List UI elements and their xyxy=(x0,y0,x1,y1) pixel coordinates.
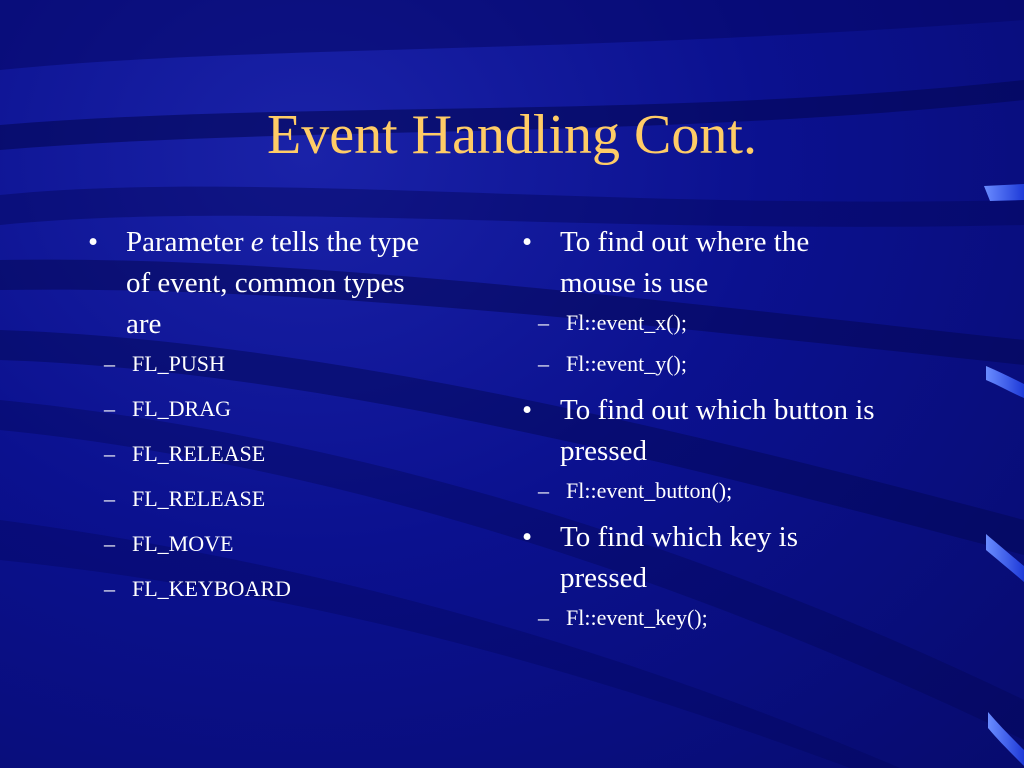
sub-item-text: Fl::event_y(); xyxy=(566,351,687,376)
sub-item-text: FL_KEYBOARD xyxy=(132,576,291,601)
sub-item xyxy=(88,529,428,559)
bullet-glyph: • xyxy=(88,226,99,258)
sub-item-text: Fl::event_x(); xyxy=(566,310,687,335)
sub-item-text: FL_PUSH xyxy=(132,351,225,376)
mouse-button-functions xyxy=(522,476,882,506)
dash-glyph: – xyxy=(538,478,549,503)
dash-glyph: – xyxy=(104,486,115,511)
sub-item-text: FL_RELEASE xyxy=(132,441,266,466)
key-pressed-functions xyxy=(522,603,882,633)
bullet-glyph: • xyxy=(522,521,533,553)
sub-item xyxy=(522,308,882,338)
bullet-text: To find which key is pressed xyxy=(560,521,798,594)
dash-glyph: – xyxy=(538,605,549,630)
dash-glyph: – xyxy=(538,310,549,335)
sub-item-text: FL_MOVE xyxy=(132,531,234,556)
bullet-text: To find out where the mouse is use xyxy=(560,226,810,299)
bullet-emphasis: e xyxy=(250,226,264,258)
bullet-glyph: • xyxy=(522,226,533,258)
dash-glyph: – xyxy=(538,351,549,376)
mouse-position-functions xyxy=(522,308,882,379)
slide-title: Event Handling Cont. xyxy=(267,104,757,166)
left-column xyxy=(88,222,428,619)
event-types-list xyxy=(88,349,428,604)
dash-glyph: – xyxy=(104,576,115,601)
bullet-event-parameter xyxy=(88,222,428,345)
sub-item-text: FL_DRAG xyxy=(132,396,232,421)
dash-glyph: – xyxy=(104,396,115,421)
dash-glyph: – xyxy=(104,441,115,466)
sub-item-text: FL_RELEASE xyxy=(132,486,266,511)
dash-glyph: – xyxy=(104,531,115,556)
sub-item xyxy=(522,349,882,379)
sub-item xyxy=(522,603,882,633)
sub-item xyxy=(88,574,428,604)
right-column xyxy=(522,222,882,644)
sub-item xyxy=(88,349,428,379)
sub-item-text: Fl::event_key(); xyxy=(566,605,708,630)
bullet-mouse-button xyxy=(522,390,882,472)
bullet-text: To find out which button is pressed xyxy=(560,394,875,467)
bullet-text-after: tells the type of event, common types are xyxy=(126,226,420,340)
bullet-key-pressed xyxy=(522,517,882,599)
sub-item-text: Fl::event_button(); xyxy=(566,478,733,503)
sub-item xyxy=(88,439,428,469)
sub-item xyxy=(88,484,428,514)
sub-item xyxy=(88,394,428,424)
bullet-mouse-position xyxy=(522,222,882,304)
dash-glyph: – xyxy=(104,351,115,376)
bullet-glyph: • xyxy=(522,394,533,426)
sub-item xyxy=(522,476,882,506)
bullet-text-before: Parameter xyxy=(126,226,251,258)
